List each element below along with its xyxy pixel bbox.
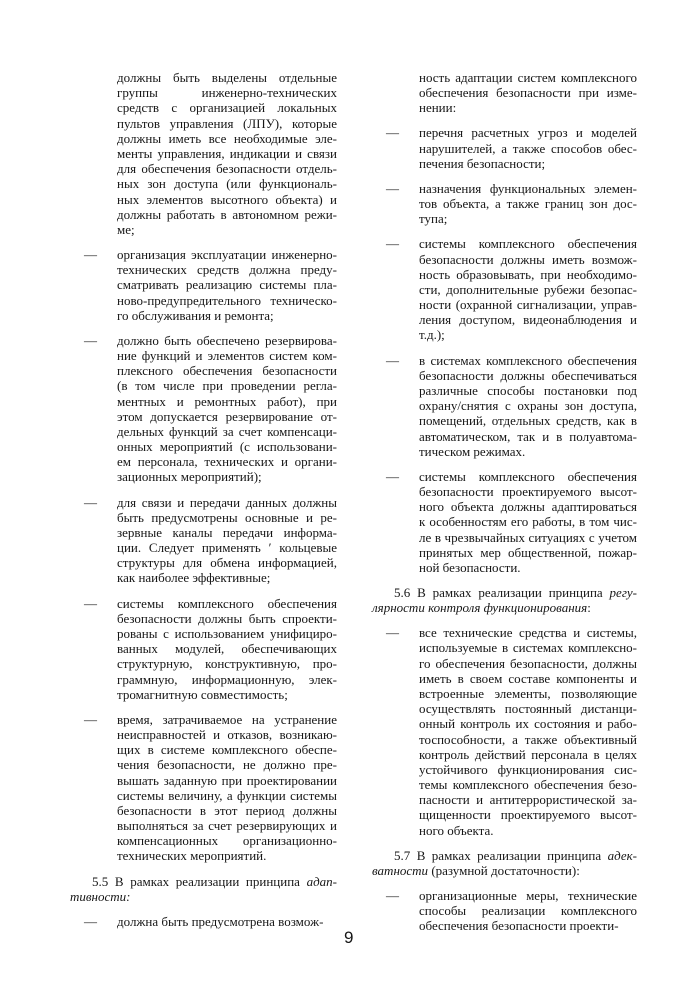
text-line: ле в чрезвычайных ситуациях с учетом [419,529,637,545]
text-line: структуры для обмена информацией, [117,555,337,571]
text-line: автоматическом, так и в полуавтома- [419,428,637,444]
text-line [372,600,637,615]
bullet-dash-icon: — [386,888,399,904]
text-line: технических средств должна преду- [117,262,337,278]
bullet-dash-icon: — [386,180,399,196]
text-line: иметь в своем составе компоненты и [419,670,637,686]
text-line: сти, дополнительные рубежи безопас- [419,281,637,297]
text-line: ного объекта должны адаптироваться [419,499,637,515]
text-line: ности (охранной сигнализации, управ- [419,297,637,313]
text-line: принятых мер общественной, пожар- [419,544,637,560]
text-line: щих в системе комплексного обеспе- [117,742,337,758]
bullet-dash-icon: — [84,494,97,510]
text-line: чения безопасности, не должно пре- [117,757,337,773]
text-line: быть предусмотрены основные и ре- [117,509,337,525]
text-line: пультов управления (ЛПУ), которые [117,115,337,131]
text-line: помещений, отдельных средств, как в [419,413,637,429]
bullet-item [372,353,637,459]
bullet-dash-icon: — [386,468,399,484]
text-line: осуществлять постоянный дистанци- [419,701,637,717]
text-line: структурную, конструктивную, про- [117,656,337,672]
emphasized-term: регу- [609,584,637,600]
paragraph-continuation [70,70,337,237]
text-line: ние функций и элементов систем ком- [117,347,337,363]
bullet-dash-icon: — [386,625,399,641]
text-line: тоспособности, а также объективный [419,731,637,747]
text-line: выполняться за счет резервирующих и [117,818,337,834]
text-line: го обслуживания и ремонта; [117,307,274,323]
text-segment: 5.5 В рамках реализации принципа [92,873,307,889]
text-line: сматривать реализацию системы пла- [117,277,337,293]
text-segment: 5.6 В рамках реализации принципа [394,584,610,600]
text-line: нарушителей, а также способов обес- [419,140,637,156]
text-line: системы величину, а функции системы [117,787,337,803]
bullet-item [372,625,637,838]
text-line: системы комплексного обеспечения [117,595,337,611]
text-line: неисправностей и отказов, возникаю- [117,726,337,742]
text-line: назначения функциональных элемен- [419,180,637,196]
text-line: онных мероприятий (с использовани- [117,439,337,455]
text-line: безопасности в этот период должны [117,802,337,818]
bullet-item [372,888,637,934]
text-line: устойчивого функционирования сис- [419,761,637,777]
right-column [372,70,637,943]
text-line: встроенные элементы, позволяющие [419,685,637,701]
text-line: темы комплексного обеспечения безо- [419,777,637,793]
text-line: должна быть предусмотрена возмож- [117,913,324,929]
text-line: тромагнитную совместимость; [117,686,288,702]
text-line: онный контроль их состояния и рабо- [419,716,637,732]
section-heading-paragraph [70,874,337,904]
text-line: время, затрачиваемое на устранение [117,711,337,727]
text-line: зервные каналы передачи информа- [117,524,337,540]
section-heading-paragraph [372,585,637,615]
text-line: системы комплексного обеспечения [419,468,637,484]
emphasized-term: адек- [607,847,637,863]
bullet-item [70,333,337,485]
text-line: к особенностям его работы, в том чис- [419,514,637,530]
text-line: ментных и ремонтных работ), при [117,393,337,409]
emphasized-term: ватности [372,862,429,878]
text-line: рованы с использованием унифициро- [117,625,337,641]
text-line: безопасности проектируемого высот- [419,483,637,499]
text-line: используемые в системах комплексно- [419,640,637,656]
text-segment: : [587,600,591,616]
text-line: должны быть выделены отдельные [117,70,337,85]
text-line: ных элементов высотного объекта) и [117,191,337,207]
bullet-item [372,469,637,575]
text-line [70,889,337,904]
text-line: организационные меры, технические [419,888,637,904]
text-line: тупа; [419,211,448,227]
bullet-dash-icon: — [84,246,97,262]
text-line: го обеспечения безопасности, должны [419,655,637,671]
bullet-dash-icon: — [84,711,97,727]
text-line: ного объекта. [419,822,494,838]
bullet-item [70,914,337,929]
text-line: как наиболее эффективные; [117,570,271,586]
text-line: дельных функций за счет компенсаци- [117,423,337,439]
text-line: должны работать в автономном режи- [117,206,337,222]
bullet-item [372,181,637,227]
text-line: для обеспечения безопасности отдель- [117,161,337,177]
text-line: все технические средства и системы, [419,625,637,641]
text-line: должны иметь все необходимые эле- [117,130,337,146]
bullet-dash-icon: — [386,236,399,252]
text-line: ной безопасности. [419,559,521,575]
text-line: пасности и антитеррористической за- [419,792,637,808]
bullet-item [372,236,637,342]
emphasized-term: лярности контроля функционирования [372,600,588,616]
emphasized-term: тивности: [70,888,131,904]
text-line: тическом режимах. [419,443,526,459]
text-line: безопасности должны иметь возмож- [419,251,637,267]
text-line: т.д.); [419,327,445,343]
text-line: ность адаптации систем комплексного [419,70,637,85]
text-line: безопасности должны обеспечиваться [419,367,637,383]
text-line: для связи и передачи данных должны [117,494,337,510]
text-line: ем персонала, технических и органи- [117,454,337,470]
text-line: нении: [419,100,457,116]
text-line: менты управления, индикации и связи [117,145,337,161]
text-line: компенсационных организационно- [117,833,337,849]
emphasized-term: адап- [306,873,337,889]
text-line: технических мероприятий. [117,848,267,864]
text-line: должно быть обеспечено резервирова- [117,332,337,348]
text-line: ново-предупредительного техническо- [117,292,337,308]
text-line: обеспечения безопасности при изме- [419,85,637,101]
text-line: контроль действий персонала в целях [419,746,637,762]
bullet-dash-icon: — [84,913,97,929]
text-line: обеспечения безопасности проекти- [419,918,619,934]
page-number: 9 [344,928,354,947]
bullet-item [70,712,337,864]
text-line [70,874,337,889]
left-column [70,70,337,939]
bullet-item [372,125,637,171]
text-line: безопасности должны быть спроекти- [117,610,337,626]
text-line: зационных мероприятий); [117,469,262,485]
text-line: перечня расчетных угроз и моделей [419,125,637,141]
text-line: ления доступом, видеонаблюдения и [419,312,637,328]
text-line: ме; [117,221,135,237]
text-line: средств с организацией локальных [117,100,337,116]
text-line: (в том числе при проведении регла- [117,378,337,394]
bullet-item [70,247,337,323]
text-line: тов объекта, а также границ зон дос- [419,196,637,212]
bullet-dash-icon: — [84,332,97,348]
text-line: ных зон доступа (или функциональ- [117,176,337,192]
text-line: вышать заданную при проектировании [117,772,337,788]
text-line: этом допускается резервирование от- [117,408,337,424]
text-line: способы реализации комплексного [419,903,637,919]
text-line: в системах комплексного обеспечения [419,352,637,368]
paragraph-continuation [372,70,637,116]
text-segment: (разумной достаточности): [428,862,580,878]
text-line: группы инженерно-технических [117,85,337,101]
text-line [372,848,637,863]
bullet-dash-icon: — [386,125,399,141]
bullet-item [70,596,337,702]
text-line: щищенности проектируемого высот- [419,807,637,823]
text-line [372,863,637,878]
text-line: организация эксплуатации инженерно- [117,246,337,262]
text-line: системы комплексного обеспечения [419,236,637,252]
text-line: различные способы постановки под [419,382,637,398]
section-heading-paragraph [372,848,637,878]
text-line [372,585,637,600]
bullet-dash-icon: — [386,352,399,368]
text-line: граммную, информационную, элек- [117,671,337,687]
text-line: печения безопасности; [419,155,546,171]
text-line: охрану/снятия с охраны зон доступа, [419,398,637,414]
bullet-dash-icon: — [84,595,97,611]
text-line: ции. Следует применять ′ кольцевые [117,540,337,556]
text-line: ность образовывать, при необходимо- [419,266,637,282]
text-line: ванных модулей, обеспечивающих [117,641,337,657]
bullet-item [70,495,337,586]
text-segment: 5.7 В рамках реализации принципа [394,847,608,863]
text-line: плексного обеспечения безопасности [117,363,337,379]
